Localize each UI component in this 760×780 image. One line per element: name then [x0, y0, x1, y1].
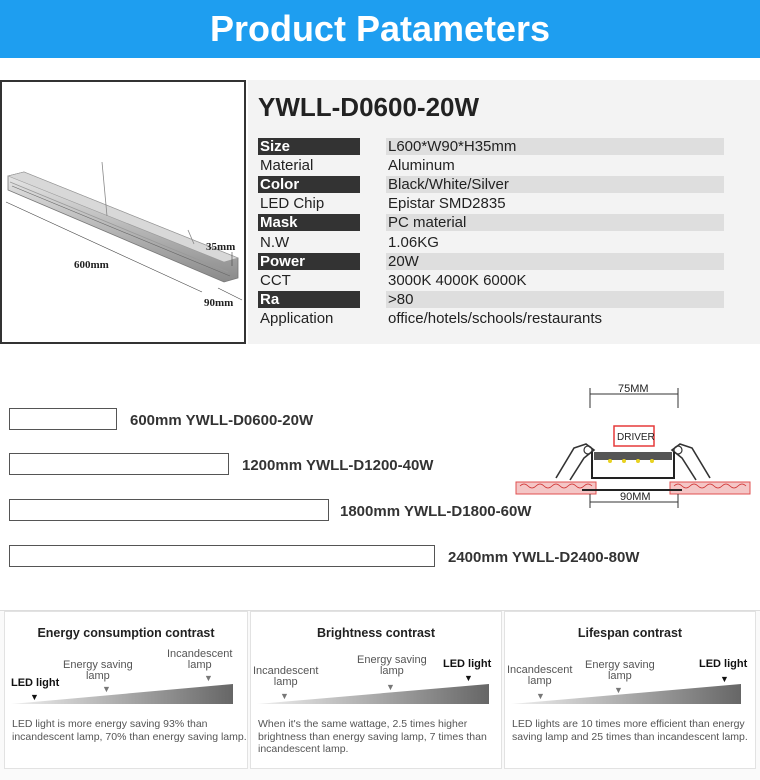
spec-key: LED Chip: [260, 195, 325, 213]
bottom-width-label: 90MM: [620, 491, 651, 503]
size-bar-600: [9, 408, 117, 430]
dim-width-label: 90mm: [204, 297, 234, 309]
spec-value: L600*W90*H35mm: [386, 138, 724, 155]
down-arrow-icon: ▼: [720, 674, 729, 684]
model-title: YWLL-D0600-20W: [258, 92, 480, 122]
brightness-contrast-panel: [250, 611, 502, 769]
led-light-label: LED light: [699, 658, 748, 670]
spec-value: 20W: [386, 253, 724, 270]
saving-lamp-label: Energy saving lamp: [63, 659, 133, 682]
spec-value: Aluminum: [388, 157, 455, 175]
spec-row: [258, 195, 724, 212]
size-bar-1200: [9, 453, 229, 475]
down-arrow-icon: ▼: [614, 685, 623, 695]
energy-contrast-panel: [4, 611, 248, 769]
cross-section-diagram: [510, 378, 756, 518]
led-light-label: LED light: [11, 677, 60, 689]
spec-value: 1.06KG: [388, 233, 439, 251]
size-label-600: 600mm YWLL-D0600-20W: [130, 412, 314, 429]
page-banner: Product Patameters: [0, 0, 760, 58]
spec-value: 3000K 4000K 6000K: [388, 271, 527, 289]
top-width-label: 75MM: [618, 383, 649, 395]
spec-row: [258, 272, 724, 289]
linear-light-illustration: [2, 82, 244, 342]
product-photo: [0, 80, 246, 344]
panel-title: Brightness contrast: [316, 626, 436, 640]
spec-key: CCT: [260, 271, 291, 289]
down-arrow-icon: ▼: [30, 692, 39, 702]
driver-label: DRIVER: [617, 432, 655, 443]
down-arrow-icon: ▼: [204, 673, 213, 683]
spec-value: Epistar SMD2835: [388, 195, 506, 213]
dim-length-label: 600mm: [74, 259, 109, 271]
spec-value: office/hotels/schools/restaurants: [388, 309, 603, 327]
size-bar-1800: [9, 499, 329, 521]
spec-key: Mask: [258, 214, 360, 231]
dim-height-label: 35mm: [206, 241, 236, 253]
spec-value: PC material: [386, 214, 724, 231]
size-bar-2400: [9, 545, 435, 567]
down-arrow-icon: ▼: [464, 673, 473, 683]
spec-key: Size: [258, 138, 360, 155]
spec-key: Material: [260, 157, 314, 175]
incandescent-label: Incandescent lamp: [167, 648, 233, 671]
saving-lamp-label: Energy saving lamp: [585, 659, 655, 682]
spec-row: [258, 157, 724, 174]
spec-key: Power: [258, 253, 360, 270]
contrast-section: [0, 610, 760, 780]
lifespan-contrast-panel: [504, 611, 756, 769]
panel-description: When it's the same wattage, 2.5 times higher brightness than energy saving lamp, 7 times than incandescent lamp.: [258, 718, 487, 755]
spec-row: [258, 253, 724, 270]
spec-key: Ra: [258, 291, 360, 308]
panel-description: LED lights are 10 times more efficient than energy saving lamp and 25 times than incandescent lamp.: [512, 718, 748, 743]
panel-title: Energy consumption contrast: [37, 626, 215, 640]
spec-row: [258, 234, 724, 251]
incandescent-label: Incandescent lamp: [507, 664, 573, 687]
spec-key: N.W: [260, 233, 290, 251]
size-label-2400: 2400mm YWLL-D2400-80W: [448, 549, 640, 566]
spec-row: [258, 310, 724, 327]
lifespan-ramp: [511, 684, 751, 708]
spec-key: Color: [258, 176, 360, 193]
down-arrow-icon: ▼: [386, 682, 395, 692]
spec-row: [258, 291, 724, 308]
spec-row: [258, 176, 724, 193]
spec-key: Application: [260, 309, 334, 327]
size-label-1800: 1800mm YWLL-D1800-60W: [340, 503, 532, 520]
incandescent-label: Incandescent lamp: [253, 665, 319, 688]
down-arrow-icon: ▼: [280, 691, 289, 701]
size-label-1200: 1200mm YWLL-D1200-40W: [242, 457, 434, 474]
panel-description: LED light is more energy saving 93% than incandescent lamp, 70% than energy saving lamp.: [12, 718, 247, 743]
spec-panel: [248, 80, 760, 344]
saving-lamp-label: Energy saving lamp: [357, 654, 427, 677]
spec-value: >80: [386, 291, 724, 308]
spec-row: [258, 138, 724, 155]
spec-value: Black/White/Silver: [386, 176, 724, 193]
down-arrow-icon: ▼: [536, 691, 545, 701]
led-light-label: LED light: [443, 658, 492, 670]
down-arrow-icon: ▼: [102, 684, 111, 694]
spec-row: [258, 214, 724, 231]
panel-title: Lifespan contrast: [577, 626, 683, 640]
